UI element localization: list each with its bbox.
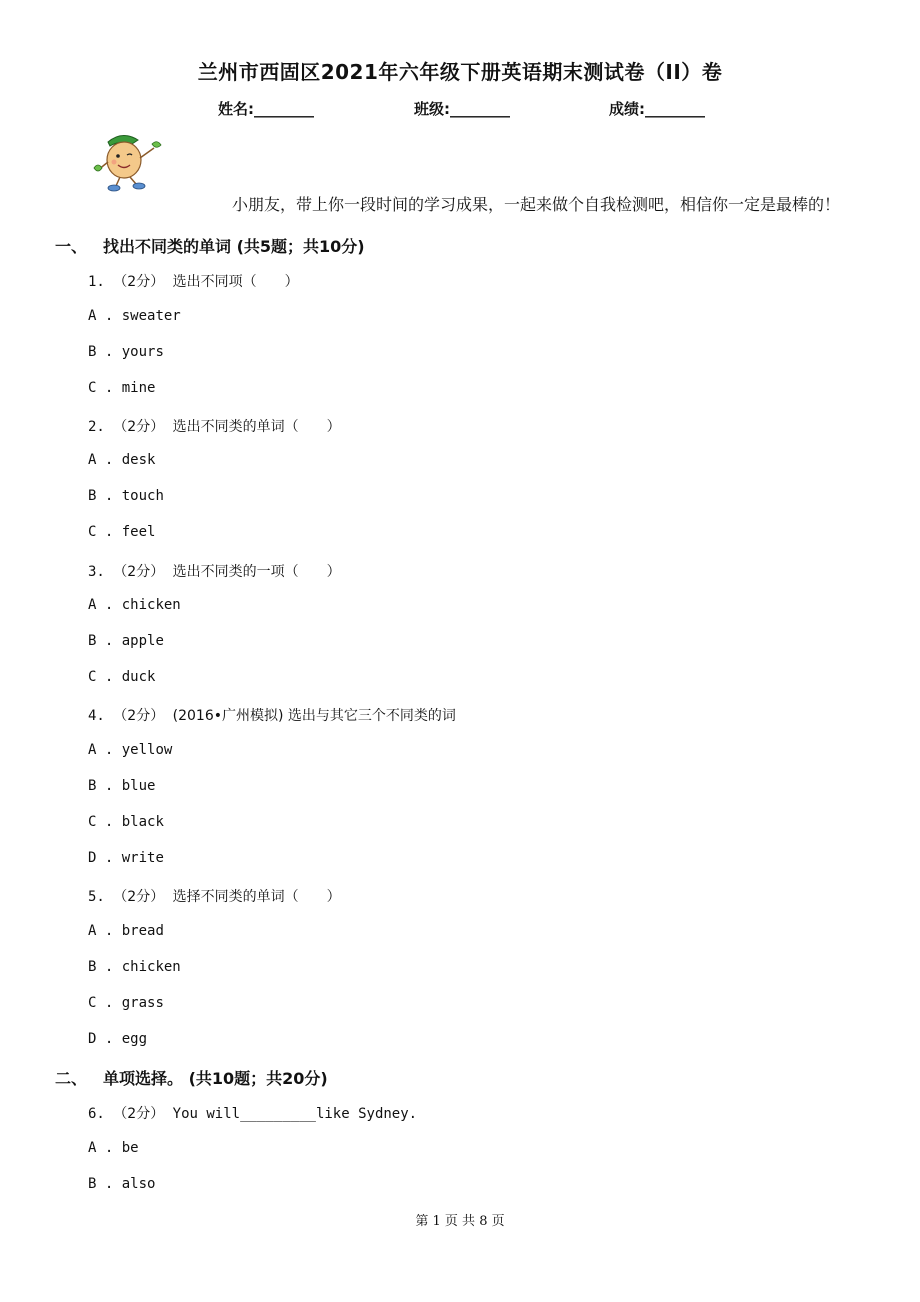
option-text: yours [121,344,164,360]
question-4 [88,705,456,725]
option-letter: C . [88,524,114,540]
section-heading-1 [55,234,365,257]
option-letter: A . [88,1140,114,1156]
name-field[interactable]: 姓名:________ [218,100,314,118]
option-letter: B . [88,778,114,794]
intro-text: 小朋友，带上你一段时间的学习成果，一起来做个自我检测吧，相信你一定是最棒的！ [231,195,840,214]
option-text: apple [121,633,164,649]
option-letter: C . [88,814,114,830]
question-text: (2016•广州模拟) 选出与其它三个不同类的词 [172,708,456,724]
option-text: mine [121,380,156,396]
question-score: （2分） [113,274,165,290]
question-6 [88,1103,417,1123]
question-text: 选出不同项（ ） [172,274,299,290]
option-text: chicken [121,959,181,975]
option-letter: B . [88,488,114,504]
question-text: 选出不同类的单词（ ） [172,419,341,435]
option[interactable] [88,524,155,540]
option-letter: D . [88,850,114,866]
question-score: （2分） [113,708,165,724]
option[interactable] [88,778,155,794]
option-text: also [121,1176,156,1192]
question-score: （2分） [113,564,165,580]
option[interactable] [88,814,164,830]
option-letter: A . [88,923,114,939]
option-letter: A . [88,308,114,324]
question-number: 2. [88,419,105,435]
question-1 [88,271,299,291]
question-3 [88,561,341,581]
score-field[interactable]: 成绩:________ [609,100,705,118]
option-letter: C . [88,995,114,1011]
option-text: feel [121,524,156,540]
student-info-row [0,98,920,122]
option-text: chicken [121,597,181,613]
option[interactable] [88,1140,139,1156]
option-letter: B . [88,344,114,360]
option[interactable] [88,742,172,758]
option-text: desk [121,452,156,468]
question-number: 3. [88,564,105,580]
page-footer: 第 1 页 共 8 页 [415,1214,505,1229]
option[interactable] [88,923,164,939]
class-field[interactable]: 班级:________ [414,100,510,118]
option[interactable] [88,959,181,975]
option-letter: B . [88,959,114,975]
option[interactable] [88,1176,155,1192]
option-text: duck [121,669,156,685]
option[interactable] [88,1031,147,1047]
section-heading-2 [55,1066,328,1089]
option-letter: C . [88,380,114,396]
option-text: yellow [121,742,173,758]
option[interactable] [88,344,164,360]
option-text: sweater [121,308,181,324]
option-text: grass [121,995,164,1011]
option[interactable] [88,850,164,866]
option[interactable] [88,452,155,468]
option[interactable] [88,995,164,1011]
question-number: 5. [88,889,105,905]
option[interactable] [88,633,164,649]
option[interactable] [88,669,155,685]
option-letter: B . [88,633,114,649]
option-letter: B . [88,1176,114,1192]
option[interactable] [88,380,155,396]
question-score: （2分） [113,1106,165,1122]
question-5 [88,886,341,906]
question-number: 6. [88,1106,105,1122]
page-title: 兰州市西固区2021年六年级下册英语期末测试卷（II）卷 [197,60,723,84]
option-letter: C . [88,669,114,685]
option-letter: A . [88,452,114,468]
option-text: be [121,1140,139,1156]
question-score: （2分） [113,889,165,905]
option-letter: A . [88,597,114,613]
section-number: 一、 [55,237,88,256]
question-score: （2分） [113,419,165,435]
question-text: You will_________like Sydney. [172,1106,418,1122]
option[interactable] [88,308,181,324]
question-number: 4. [88,708,105,724]
option-text: write [121,850,164,866]
mascot-illustration [92,128,168,194]
question-text: 选出不同类的一项（ ） [172,564,341,580]
option-letter: A . [88,742,114,758]
question-2 [88,416,341,436]
question-text: 选择不同类的单词（ ） [172,889,341,905]
option-text: black [121,814,164,830]
section-number: 二、 [55,1069,88,1088]
option-text: bread [121,923,164,939]
section-title: 找出不同类的单词 (共5题；共10分) [103,237,365,256]
option[interactable] [88,597,181,613]
section-title: 单项选择。 (共10题；共20分) [103,1069,328,1088]
option-text: egg [121,1031,148,1047]
option-letter: D . [88,1031,114,1047]
question-number: 1. [88,274,105,290]
option-text: blue [121,778,156,794]
option-text: touch [121,488,164,504]
option[interactable] [88,488,164,504]
